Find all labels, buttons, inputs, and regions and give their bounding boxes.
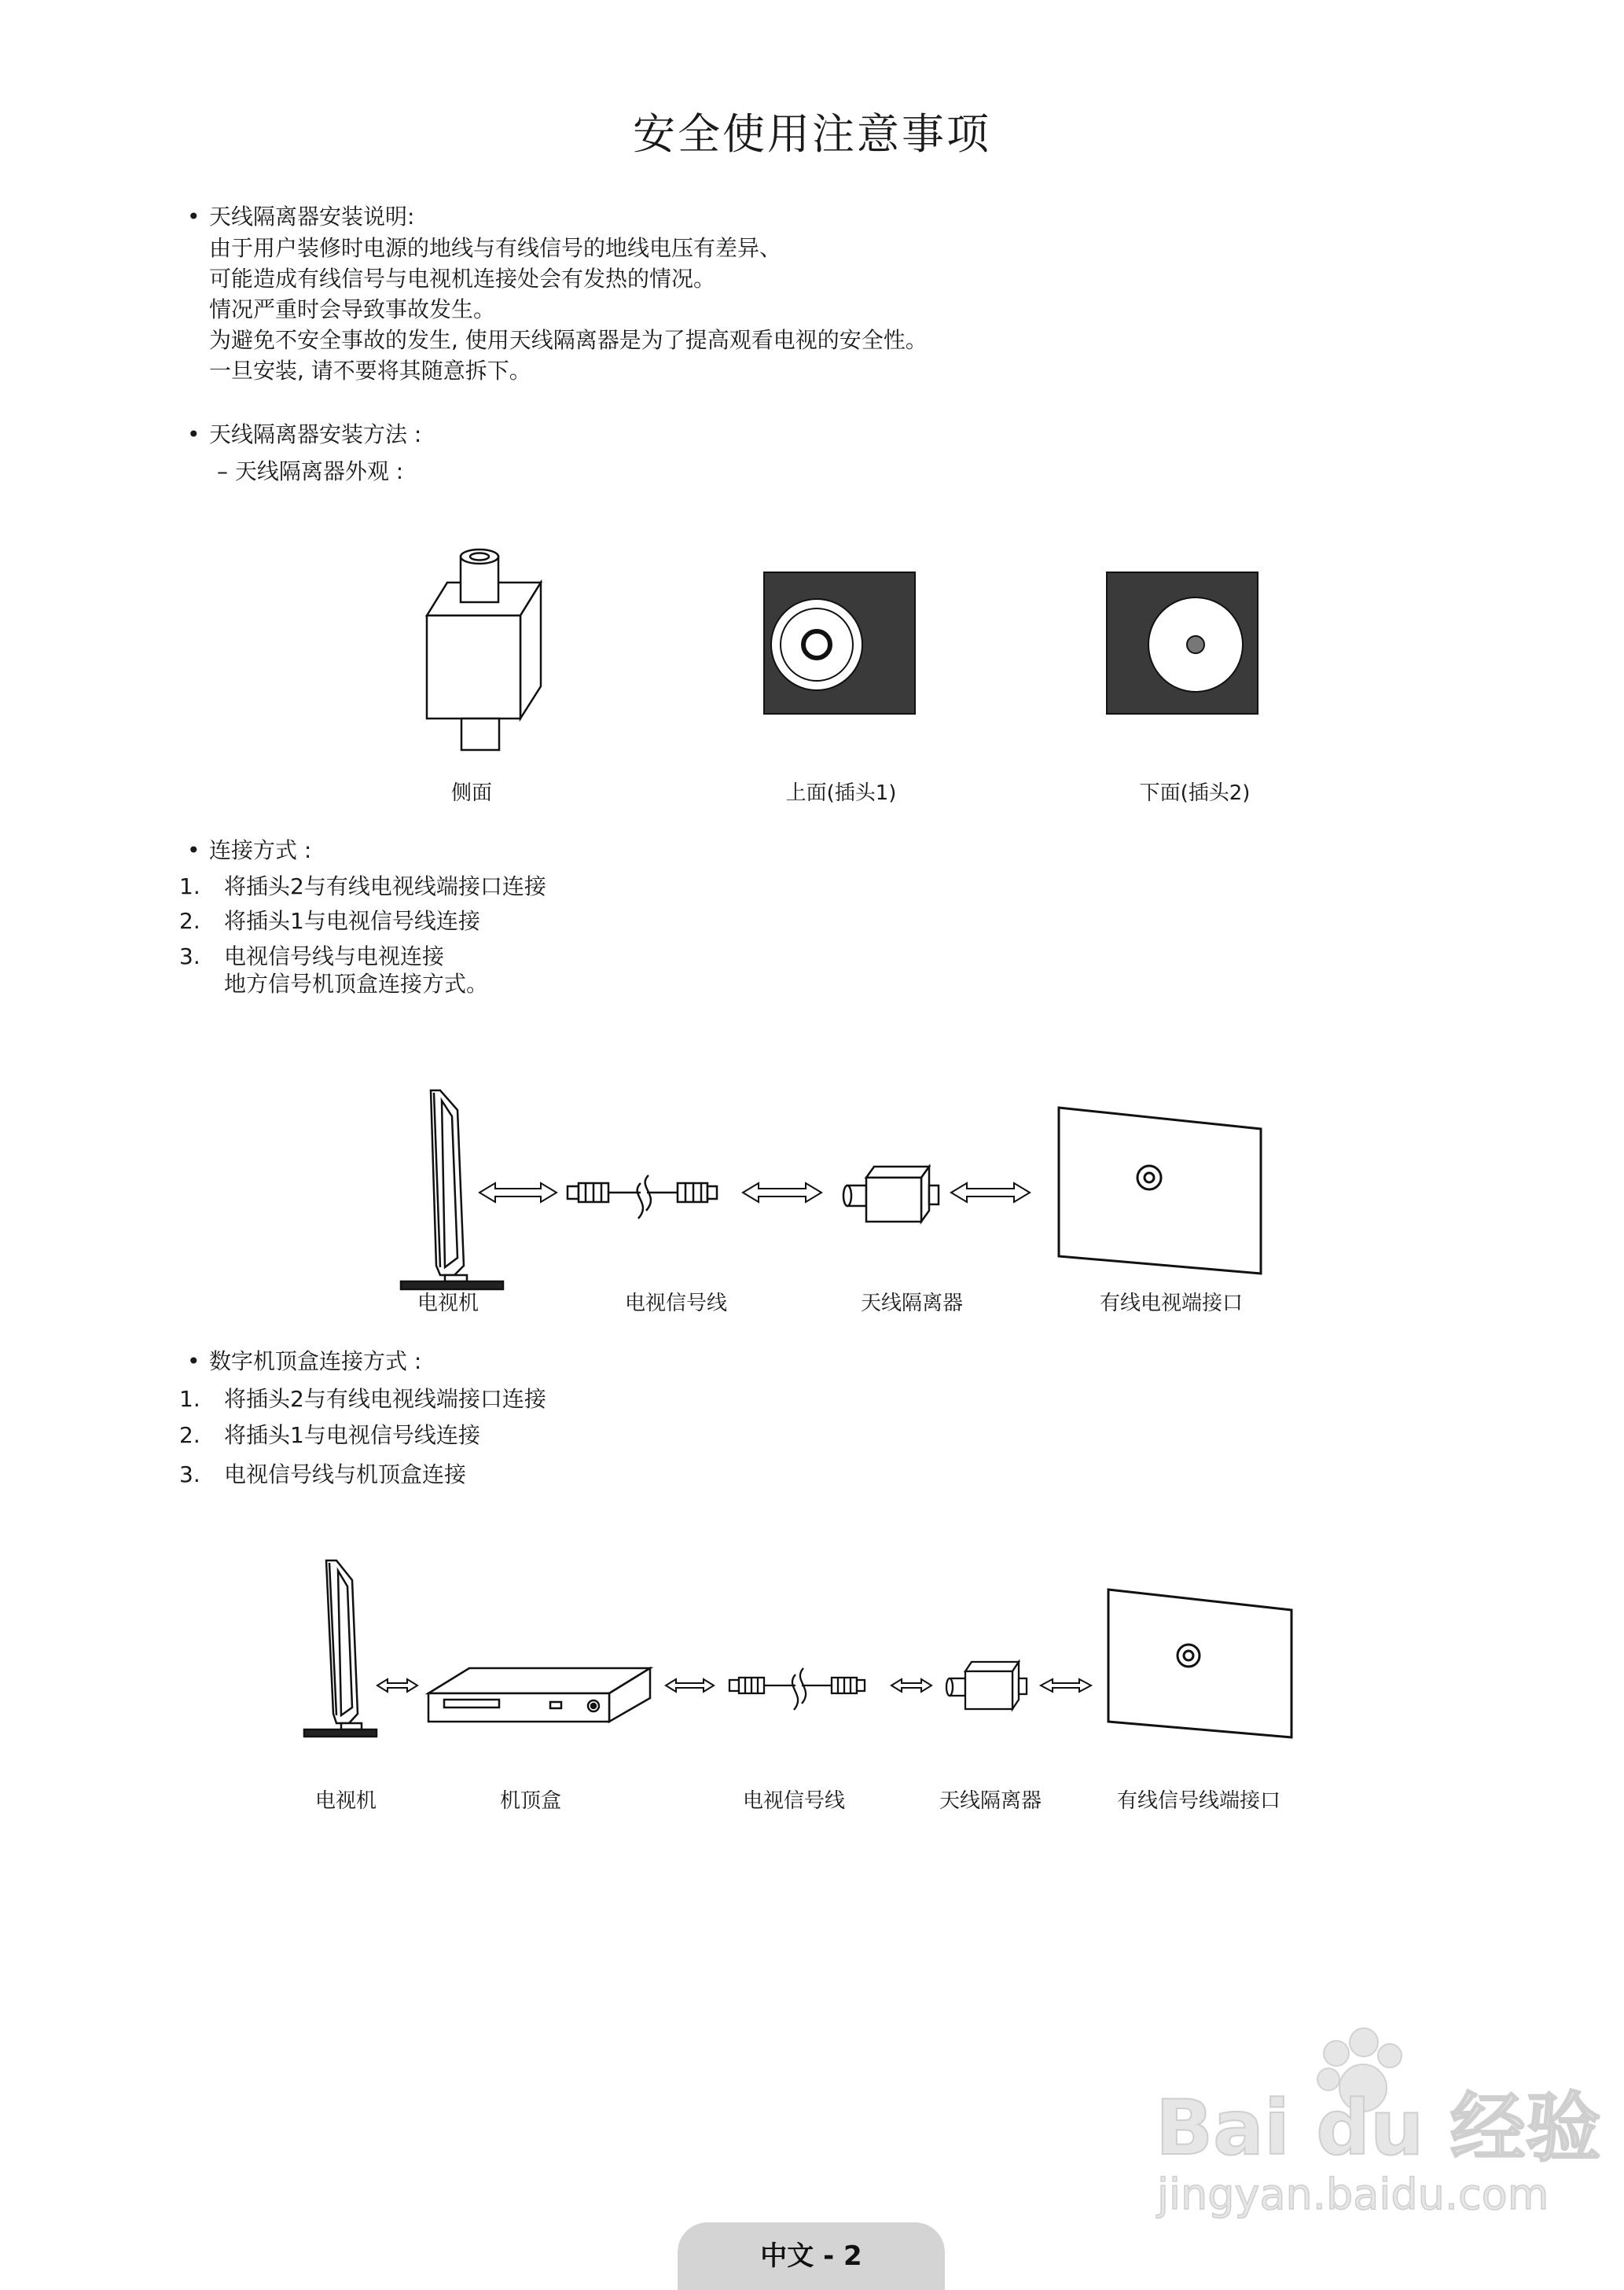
step-text: 将插头2与有线电视线端接口连接 [224, 873, 546, 899]
diagram1-label-tv: 电视机 [417, 1292, 479, 1315]
diagram1-label-outlet: 有线电视端接口 [1099, 1292, 1243, 1315]
step-text: 电视信号线与机顶盒连接 [224, 1461, 467, 1487]
step-text: 将插头2与有线电视线端接口连接 [224, 1386, 546, 1412]
section1-heading: • 天线隔离器安装说明: [209, 201, 414, 232]
step-number: 1. [179, 1386, 200, 1412]
diagram2-label-isolator: 天线隔离器 [939, 1789, 1042, 1813]
diagram2-label-tv: 电视机 [314, 1789, 377, 1813]
step-text-extra: 地方信号机顶盒连接方式。 [224, 971, 489, 997]
view-label-top: 上面(插头1) [785, 781, 897, 805]
diagram1-label-isolator: 天线隔离器 [860, 1292, 963, 1315]
page-number: 中文 - 2 [760, 2240, 862, 2272]
section2-subheading: – 天线隔离器外观 : [217, 458, 404, 484]
view-label-side: 侧面 [450, 781, 492, 805]
step-number: 3. [179, 1461, 200, 1487]
watermark-url: jingyan.baidu.com [1157, 2170, 1549, 2219]
view-label-bottom: 下面(插头2) [1139, 781, 1251, 805]
watermark-brand: Bai du 经验 [1156, 2084, 1601, 2172]
diagram1-label-cable: 电视信号线 [624, 1292, 727, 1315]
step-number: 1. [179, 873, 200, 899]
section4-heading: • 数字机顶盒连接方式 : [209, 1346, 421, 1377]
step-text: 电视信号线与电视连接 [224, 943, 445, 969]
section1-line: 由于用户装修时电源的地线与有线信号的地线电压有差异、 [209, 235, 782, 261]
section1-line: 情况严重时会导致事故发生。 [209, 296, 496, 322]
diagram2-label-settopbox: 机顶盒 [499, 1789, 561, 1813]
step-number: 3. [179, 943, 200, 969]
diagram2-label-outlet: 有线信号线端接口 [1116, 1789, 1280, 1813]
section1-line: 为避免不安全事故的发生, 使用天线隔离器是为了提高观看电视的安全性。 [209, 327, 928, 353]
step-text: 将插头1与电视信号线连接 [224, 908, 480, 934]
section1-line: 可能造成有线信号与电视机连接处会有发热的情况。 [209, 266, 716, 292]
section3-heading: • 连接方式 : [209, 835, 311, 866]
page-title: 安全使用注意事项 [633, 109, 991, 159]
section2-heading: • 天线隔离器安装方法 : [209, 419, 421, 450]
step-number: 2. [179, 1422, 200, 1448]
step-text: 将插头1与电视信号线连接 [224, 1422, 480, 1448]
step-number: 2. [179, 908, 200, 934]
section1-line: 一旦安装, 请不要将其随意拆下。 [209, 358, 531, 384]
diagram2-label-cable: 电视信号线 [742, 1789, 845, 1813]
